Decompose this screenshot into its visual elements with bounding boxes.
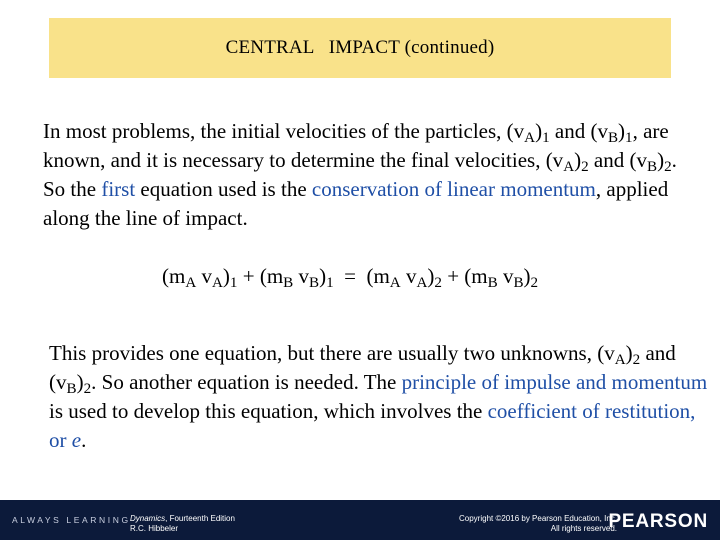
text: ) (625, 341, 633, 365)
text: ) (618, 119, 626, 143)
paragraph-intro (43, 117, 703, 233)
text: , are known, and it is necessary to determine the final velocities, (v (43, 119, 669, 172)
text: ) (535, 119, 543, 143)
eq-subscript: A (185, 274, 197, 291)
subscript: A (563, 158, 575, 175)
eq-text: ) (523, 264, 531, 288)
book-edition: , Fourteenth Edition (165, 514, 235, 523)
eq-text: ) (319, 264, 327, 288)
eq-subscript: B (513, 274, 524, 291)
text: , applied along the line of impact. (43, 177, 669, 230)
footer-tagline: ALWAYS LEARNING (12, 515, 131, 525)
subscript: A (524, 129, 536, 146)
slide-title: CENTRAL IMPACT (continued) (225, 37, 495, 58)
highlight-text: coefficient of restitution, or (49, 399, 696, 452)
text: . So the (43, 148, 677, 201)
highlight-text: conservation of linear momentum (311, 177, 596, 201)
highlight-text: principle of impulse and momentum (401, 370, 708, 394)
highlight-text: first (101, 177, 136, 201)
text: equation used is the (135, 177, 312, 201)
eq-subscript: A (212, 274, 223, 291)
subscript: B (66, 380, 77, 397)
eq-subscript: B (283, 274, 294, 291)
eq-subscript: B (308, 274, 320, 291)
momentum-equation (162, 262, 538, 291)
pearson-logo: PEARSON (608, 511, 708, 532)
text: ) (657, 148, 665, 172)
text: In most problems, the initial velocities of the particles, (v (43, 119, 525, 143)
subscript: A (614, 351, 626, 368)
eq-text: v (400, 264, 417, 288)
eq-text: + (m (441, 264, 488, 288)
text: ) (76, 370, 84, 394)
subscript: B (647, 158, 658, 175)
eq-subscript: 2 (434, 274, 442, 291)
text: . (81, 428, 87, 452)
footer-book-info (130, 514, 235, 534)
eq-text: ) (427, 264, 435, 288)
text: and (v (549, 119, 608, 143)
text: This provides one equation, but there are usually two unknowns, (v (49, 341, 615, 365)
book-title: Dynamics (130, 514, 166, 523)
footer-copyright (459, 514, 617, 534)
slide-title-banner (49, 18, 671, 78)
subscript: 2 (632, 351, 641, 368)
eq-subscript: B (487, 274, 498, 291)
paragraph-second-equation (49, 339, 709, 455)
copyright-line-1: Copyright ©2016 by Pearson Education, Inc. (459, 514, 617, 523)
subscript: 2 (83, 380, 92, 397)
text: ) (574, 148, 582, 172)
text: . So another equation is needed. The (91, 370, 402, 394)
book-author: R.C. Hibbeler (130, 524, 179, 533)
eq-text: v (293, 264, 309, 288)
subscript: 2 (664, 158, 672, 175)
subscript: 1 (542, 129, 550, 146)
subscript: 1 (625, 129, 633, 146)
eq-subscript: 2 (530, 274, 539, 291)
eq-subscript: A (416, 274, 428, 291)
copyright-line-2: All rights reserved. (550, 524, 617, 533)
eq-subscript: 1 (326, 274, 334, 291)
eq-subscript: A (389, 274, 401, 291)
eq-subscript: 1 (229, 274, 238, 291)
subscript: B (607, 129, 619, 146)
text: is used to develop this equation, which involves the (49, 399, 488, 423)
eq-text: = (m (333, 264, 390, 288)
eq-text: ) (222, 264, 230, 288)
eq-text: v (196, 264, 212, 288)
eq-text: + (m (237, 264, 284, 288)
eq-text: v (497, 264, 514, 288)
eq-text: (m (162, 264, 186, 288)
subscript: 2 (581, 158, 589, 175)
text: and (v (49, 341, 676, 394)
text: and (v (588, 148, 647, 172)
highlight-variable: e (71, 428, 82, 452)
